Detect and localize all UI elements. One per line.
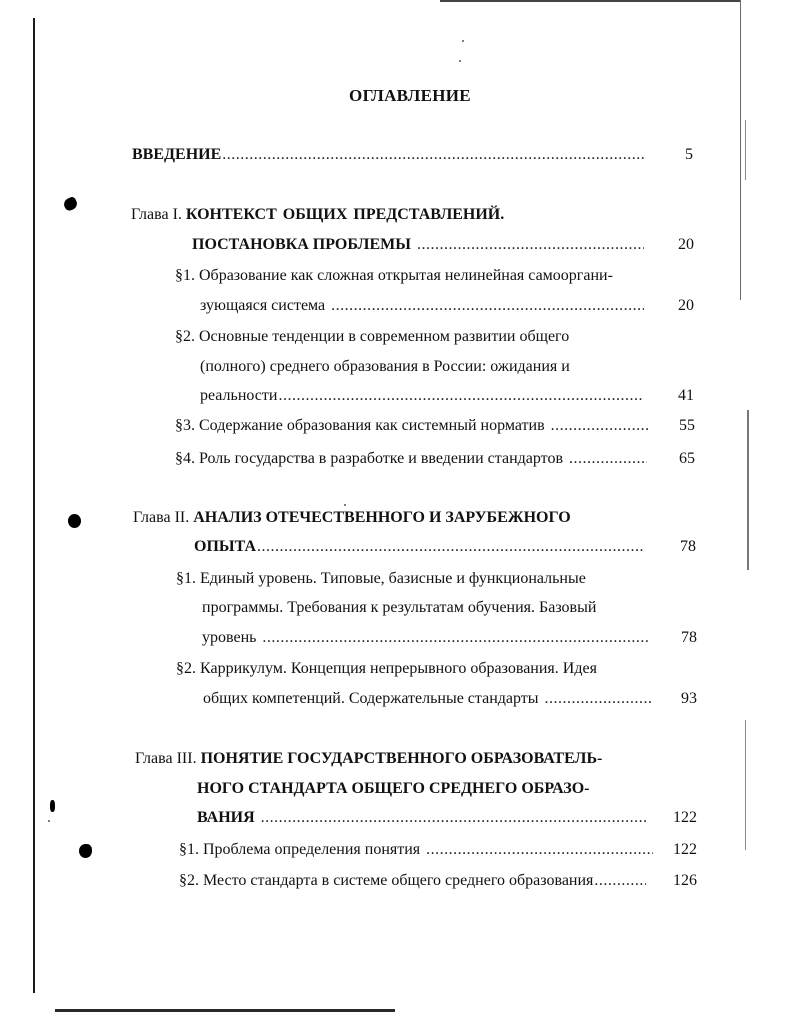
dust-speck bbox=[48, 820, 50, 822]
chapter-title: АНАЛИЗ ОТЕЧЕСТВЕННОГО И ЗАРУБЕЖНОГО bbox=[193, 509, 571, 526]
chapter-title: ПОНЯТИЕ ГОСУДАРСТВЕННОГО ОБРАЗОВАТЕЛЬ- bbox=[200, 750, 603, 767]
chapter-heading bbox=[135, 748, 602, 770]
leader-dots bbox=[278, 385, 644, 407]
page-number: 41 bbox=[678, 387, 694, 404]
scan-edge-left bbox=[33, 18, 35, 993]
toc-section: §2. Место стандарта в системе общего среднего образования bbox=[179, 872, 594, 889]
toc-section-continued: уровень bbox=[202, 629, 257, 646]
toc-entry-section bbox=[175, 448, 647, 470]
toc-section: §1. Единый уровень. Типовые, базисные и функциональные bbox=[176, 570, 586, 587]
page-number: 20 bbox=[678, 236, 694, 253]
toc-entry-label: ВВЕДЕНИЕ bbox=[132, 146, 222, 163]
leader-dots bbox=[426, 839, 653, 861]
leader-dots bbox=[594, 870, 646, 892]
punch-hole-mark bbox=[79, 844, 92, 858]
page-number: 65 bbox=[679, 450, 695, 467]
toc-entry-section bbox=[200, 295, 644, 317]
chapter-prefix: Глава II. bbox=[133, 509, 194, 526]
toc-entry-chapter bbox=[192, 234, 644, 256]
page-number: 93 bbox=[681, 690, 697, 707]
leader-dots bbox=[262, 627, 648, 649]
toc-section-continued: реальности bbox=[200, 387, 278, 404]
leader-dots bbox=[331, 295, 644, 317]
toc-entry-chapter bbox=[197, 807, 646, 829]
page-number: 122 bbox=[673, 809, 697, 826]
page-number: 78 bbox=[680, 538, 696, 555]
dust-speck bbox=[462, 40, 464, 42]
scan-edge-right bbox=[745, 720, 746, 850]
toc-entry-section bbox=[202, 627, 648, 649]
page-number: 5 bbox=[685, 146, 693, 163]
toc-entry-section bbox=[203, 688, 653, 710]
toc-section: §1. Образование как сложная открытая нелинейная самооргани- bbox=[175, 267, 613, 284]
toc-section: §2. Каррикулум. Концепция непрерывного образования. Идея bbox=[176, 660, 597, 677]
page-number: 20 bbox=[678, 297, 694, 314]
toc-section: §1. Проблема определения понятия bbox=[179, 841, 421, 858]
punch-hole-mark bbox=[62, 196, 79, 212]
page-number: 78 bbox=[681, 629, 697, 646]
toc-section-continued: зующаяся система bbox=[200, 297, 326, 314]
toc-entry-chapter bbox=[194, 536, 644, 558]
punch-hole-mark bbox=[50, 800, 55, 812]
chapter-title-continued: ОПЫТА bbox=[194, 538, 257, 555]
toc-entry-section bbox=[200, 385, 644, 407]
page-title: ОГЛАВЛЕНИЕ bbox=[349, 86, 471, 105]
punch-hole-mark bbox=[68, 514, 81, 528]
toc-section: §2. Основные тенденции в современном развитии общего bbox=[175, 328, 570, 345]
leader-dots bbox=[222, 144, 646, 166]
page-number: 122 bbox=[673, 841, 697, 858]
dust-speck bbox=[459, 60, 461, 62]
chapter-heading bbox=[133, 507, 571, 529]
leader-dots bbox=[569, 448, 647, 470]
leader-dots bbox=[545, 688, 653, 710]
leader-dots bbox=[551, 415, 648, 437]
toc-entry-section bbox=[179, 839, 653, 861]
chapter-title-continued: ПОСТАНОВКА ПРОБЛЕМЫ bbox=[192, 236, 411, 253]
toc-section: §3. Содержание образования как системный норматив bbox=[175, 417, 545, 434]
chapter-title-continued: ВАНИЯ bbox=[197, 809, 255, 826]
leader-dots bbox=[257, 536, 644, 558]
chapter-prefix: Глава III. bbox=[135, 750, 201, 767]
leader-dots bbox=[261, 807, 646, 829]
scan-edge-right bbox=[740, 0, 741, 300]
dust-speck bbox=[344, 504, 346, 506]
toc-entry-intro bbox=[132, 144, 646, 166]
toc-section-continued: программы. Требования к результатам обучения. Базовый bbox=[202, 599, 597, 616]
scan-edge-bottom bbox=[55, 1009, 395, 1012]
chapter-heading bbox=[131, 204, 504, 226]
scan-edge-right bbox=[747, 410, 749, 570]
chapter-title-continued: НОГО СТАНДАРТА ОБЩЕГО СРЕДНЕГО ОБРАЗО- bbox=[197, 780, 590, 797]
toc-section-continued: общих компетенций. Содержательные стандарты bbox=[203, 690, 539, 707]
toc-section-continued: (полного) среднего образования в России: ожидания и bbox=[200, 358, 570, 375]
chapter-prefix: Глава I. bbox=[131, 206, 186, 223]
toc-entry-section bbox=[179, 870, 646, 892]
toc-section: §4. Роль государства в разработке и введении стандартов bbox=[175, 450, 563, 467]
scan-edge-right bbox=[745, 120, 746, 180]
leader-dots bbox=[417, 234, 644, 256]
page-number: 55 bbox=[679, 417, 695, 434]
chapter-title: КОНТЕКСТ ОБЩИХ ПРЕДСТАВЛЕНИЙ. bbox=[185, 206, 505, 223]
toc-entry-section bbox=[175, 415, 648, 437]
page-number: 126 bbox=[673, 872, 697, 889]
scan-edge-top bbox=[440, 0, 740, 2]
